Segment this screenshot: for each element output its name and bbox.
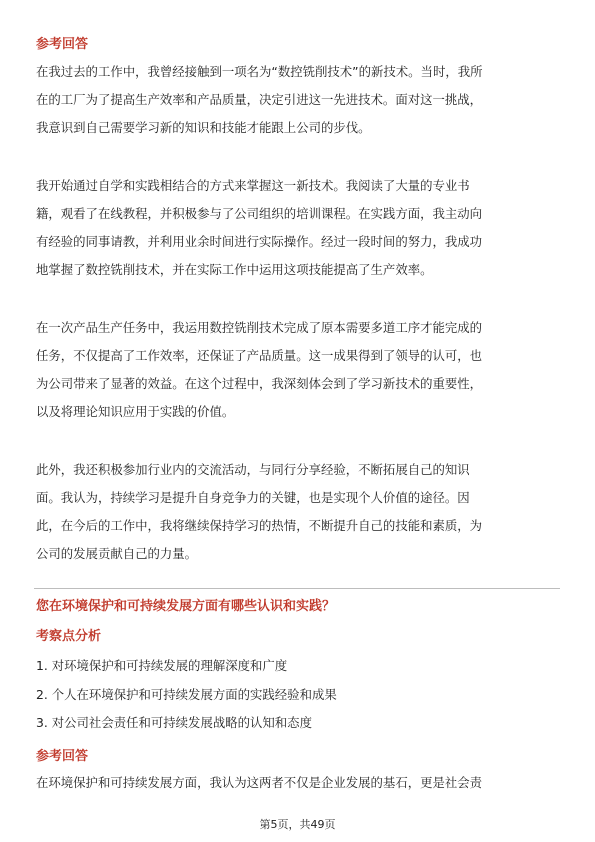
- answer-paragraph-1: [36, 58, 560, 142]
- section-divider: [34, 588, 560, 589]
- page-number: 第5页，共49页: [259, 818, 336, 831]
- answer-paragraph-2: [36, 172, 560, 284]
- analysis-item-2: 2. 个人在环境保护和可持续发展方面的实践经验和成果: [36, 687, 337, 702]
- paragraph-line: 地掌握了数控铣削技术，并在实际工作中运用这项技能提高了生产效率。: [36, 262, 433, 277]
- paragraph-line: 为公司带来了显著的效益。在这个过程中，我深刻体会到了学习新技术的重要性，: [36, 376, 483, 391]
- answer-paragraph-4: [36, 456, 560, 568]
- paragraph-line: 以及将理论知识应用于实践的价值。: [36, 404, 235, 419]
- analysis-item-1: 1. 对环境保护和可持续发展的理解深度和广度: [36, 658, 288, 673]
- paragraph-line: 在我过去的工作中，我曾经接触到一项名为“数控铣削技术”的新技术。当时，我所: [36, 64, 483, 79]
- analysis-item-3: 3. 对公司社会责任和可持续发展战略的认知和态度: [36, 715, 312, 730]
- paragraph-line: 有经验的同事请教，并利用业余时间进行实际操作。经过一段时间的努力，我成功: [36, 234, 483, 249]
- paragraph-line: 籍，观看了在线教程，并积极参与了公司组织的培训课程。在实践方面，我主动向: [36, 206, 483, 221]
- paragraph-line: 在的工厂为了提高生产效率和产品质量，决定引进这一先进技术。面对这一挑战，: [36, 92, 483, 107]
- answer-first-line: 在环境保护和可持续发展方面，我认为这两者不仅是企业发展的基石，更是社会责: [36, 775, 483, 790]
- reference-answer-heading-2: 参考回答: [36, 749, 89, 764]
- analysis-heading: 考察点分析: [36, 629, 102, 644]
- paragraph-line: 任务，不仅提高了工作效率，还保证了产品质量。这一成果得到了领导的认可，也: [36, 348, 483, 363]
- paragraph-line: 面。我认为，持续学习是提升自身竞争力的关键，也是实现个人价值的途径。因: [36, 490, 470, 505]
- paragraph-line: 公司的发展贡献自己的力量。: [36, 546, 198, 561]
- paragraph-line: 此外，我还积极参加行业内的交流活动，与同行分享经验，不断拓展自己的知识: [36, 462, 470, 477]
- interview-question: 您在环境保护和可持续发展方面有哪些认识和实践？: [36, 599, 336, 614]
- paragraph-line: 我意识到自己需要学习新的知识和技能才能跟上公司的步伐。: [36, 120, 371, 135]
- answer-paragraph-3: [36, 314, 560, 426]
- paragraph-line: 我开始通过自学和实践相结合的方式来掌握这一新技术。我阅读了大量的专业书: [36, 178, 470, 193]
- paragraph-line: 在一次产品生产任务中，我运用数控铣削技术完成了原本需要多道工序才能完成的: [36, 320, 483, 335]
- paragraph-line: 此，在今后的工作中，我将继续保持学习的热情，不断提升自己的技能和素质，为: [36, 518, 483, 533]
- reference-answer-heading: 参考回答: [36, 37, 89, 52]
